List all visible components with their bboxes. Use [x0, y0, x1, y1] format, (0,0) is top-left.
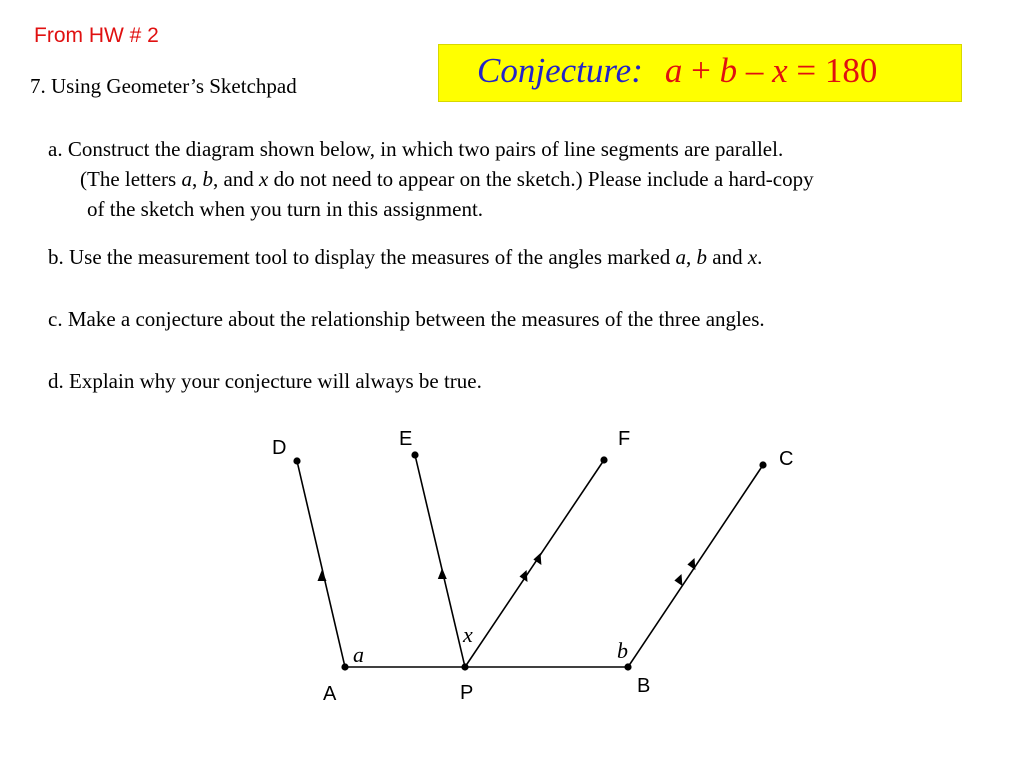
angle-label-b: b: [617, 638, 628, 663]
part-a-var-x: x: [259, 167, 269, 191]
part-b-text: b. Use the measurement tool to display the measures of the angles marked: [48, 245, 676, 269]
part-b-sep: ,: [686, 245, 697, 269]
single-arrow-AD: [318, 570, 327, 581]
single-arrow-PE: [438, 568, 447, 579]
point-E-dot: [411, 451, 418, 458]
point-A-dot: [341, 663, 348, 670]
point-D-dot: [293, 457, 300, 464]
point-P-dot: [461, 663, 468, 670]
segment-PE: [415, 455, 465, 667]
point-label-F: F: [618, 428, 631, 450]
point-label-P: P: [460, 682, 474, 704]
point-label-B: B: [637, 675, 651, 697]
angle-label-a: a: [353, 642, 364, 667]
point-C-dot: [759, 461, 766, 468]
problem-title: 7. Using Geometer’s Sketchpad: [30, 74, 297, 98]
part-a-line-1: a. Construct the diagram shown below, in which two pairs of line segments are parallel.: [48, 137, 784, 161]
point-F-dot: [600, 456, 607, 463]
source-note: From HW # 2: [34, 24, 159, 47]
conjecture-minus: –: [737, 51, 773, 90]
part-a-text: do not need to appear on the sketch.) Please include a hard-copy: [268, 167, 814, 191]
point-label-E: E: [399, 428, 413, 450]
part-a-sep: ,: [191, 167, 203, 191]
part-a-var-b: b: [202, 167, 213, 191]
part-a-text: (The letters: [80, 167, 182, 191]
conjecture-var-b: b: [719, 51, 738, 90]
part-b-var-x: x: [747, 245, 758, 269]
conjecture-equals-value: = 180: [787, 51, 878, 90]
double-arrow-BC-2: [687, 558, 695, 570]
segment-BC: [628, 465, 763, 667]
part-b-var-a: a: [675, 245, 686, 269]
part-c: c. Make a conjecture about the relationship between the measures of the three angles.: [48, 307, 765, 331]
segment-AD: [297, 461, 345, 667]
part-b-text: .: [757, 245, 763, 269]
point-label-C: C: [779, 448, 794, 470]
part-b-sep: and: [707, 245, 748, 269]
segment-PF: [465, 460, 604, 667]
part-b-var-b: b: [696, 245, 707, 269]
point-B-dot: [624, 663, 631, 670]
conjecture-var-x: x: [772, 51, 788, 90]
part-a-line-3: of the sketch when you turn in this assignment.: [87, 197, 484, 221]
part-a-sep: , and: [212, 167, 260, 191]
point-label-D: D: [272, 437, 287, 459]
double-arrow-BC-1: [674, 574, 682, 586]
angle-label-x: x: [463, 622, 473, 647]
part-d: d. Explain why your conjecture will always be true.: [48, 369, 482, 393]
part-a-var-a: a: [181, 167, 192, 191]
point-label-A: A: [323, 683, 337, 705]
conjecture-label: Conjecture:: [477, 51, 643, 90]
conjecture-var-a: a: [664, 51, 683, 90]
conjecture-plus: +: [682, 51, 720, 90]
